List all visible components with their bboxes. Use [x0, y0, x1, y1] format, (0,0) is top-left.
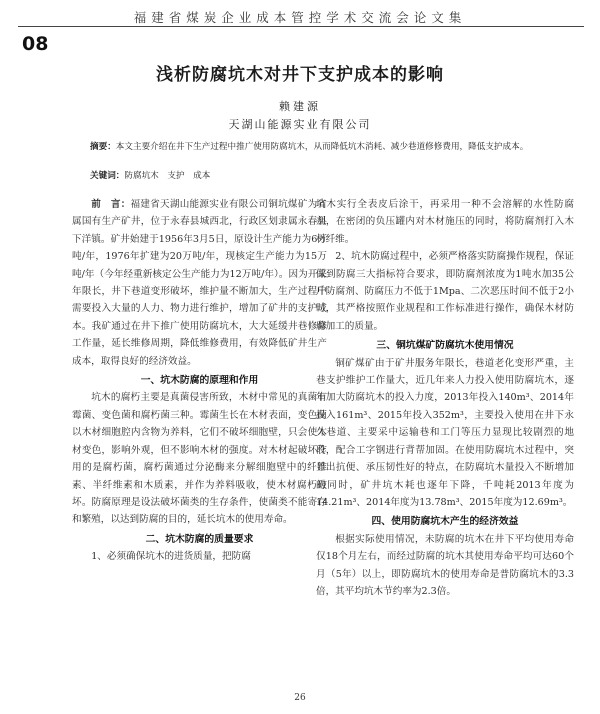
article-title: 浅析防腐坑木对井下支护成本的影响	[156, 65, 444, 85]
keywords	[90, 170, 530, 182]
section2-continued: 坑木实行全表皮后涂干，再采用一种不会溶解的水性防腐剂，在密闭的负压罐内对木材施压的同时，将防腐剂打入木材纤维。	[316, 199, 574, 245]
left-column	[72, 196, 327, 566]
page-number: 26	[294, 693, 306, 703]
intro-label: 前 言：	[91, 199, 131, 210]
intro-paragraph	[72, 196, 327, 370]
section4-paragraph: 根据实际使用情况，未防腐的坑木在井下平均使用寿命仅18个月左右，而经过防腐的坑木其使用寿命平均可达60个月（5年）以上，即防腐坑木的使用寿命是普防腐坑木的3.3倍，其平均坑木节约率为2.3倍。	[316, 533, 574, 597]
abstract	[90, 141, 530, 154]
section3-heading: 三、铜坑煤矿防腐坑木使用情况	[376, 340, 514, 352]
author: 赖建源	[279, 100, 321, 113]
article-number: 08	[22, 33, 49, 55]
section1-heading: 一、坑木防腐的原理和作用	[140, 375, 259, 387]
keywords-text: 防腐坑木 支护 成本	[124, 171, 211, 181]
affiliation: 天湖山能源实业有限公司	[228, 118, 372, 131]
abstract-text: 本文主要介绍在井下生产过程中推广使用防腐坑木，从而降低坑木消耗、减少巷道修修费用，降低支护成本。	[115, 142, 529, 152]
section1-paragraph: 坑木的腐朽主要是真菌侵害所致，木材中常见的真菌有霉菌、变色菌和腐朽菌三种。霉菌生长在木材表面，变色菌以木材细胞腔内含物为养料，它们不破坏细胞壁，只会使木材变色，影响外观，但不影响木材的强度。对木材起破坏作用的是腐朽菌，腐朽菌通过分泌酶来分解细胞壁中的纤维素、半纤维素和木质素，并作为养料吸收，使木材腐朽破坏。防腐原理是设法破坏菌类的生存条件，使菌类不能寄存和繁殖，以达到防腐的目的，延长坑木的使用寿命。	[72, 392, 327, 526]
right-column	[316, 196, 574, 600]
section2-heading: 二、坑木防腐的质量要求	[145, 533, 254, 545]
running-header: 福建省煤炭企业成本管控学术交流会论文集	[133, 10, 467, 25]
header-rule	[18, 26, 584, 27]
intro-text: 福建省天湖山能源实业有限公司铜坑煤矿为省属国有生产矿井，位于永春县城西北，行政区划隶属永春县下洋镇。矿井始建于1956年3月5日，原设计生产能力为6万吨/年，1976年扩建为20万吨/年，现核定生产能力为15万吨/年（今年经重新核定公生产能力为12万吨/年）。因为开采年限长，井下巷道变形破坏，维护量不断加大，生产过程中需要投入大量的人力、物力进行维护，增加了矿井的支护成本。我矿通过在井下推广使用防腐坑木，大大延缓井巷修修工作量，延长维修周期，降低维修费用，有效降低矿井生产成本，取得良好的经济效益。	[72, 199, 328, 367]
section2-point2: 2、坑木防腐过程中，必须严格落实防腐操作规程，保证做到防腐三大指标符合要求，即防腐剂浓度为1吨水加35公斤防腐剂、防腐压力不低于1Mpa、二次恶压时间不低于2小时，其严格按照作业规程和工作标准进行操作，确保木材防腐加工的质量。	[316, 251, 574, 332]
section2-paragraph: 1、必须确保坑木的进货质量，把防腐	[91, 551, 251, 563]
abstract-label: 摘要：	[90, 142, 116, 152]
section4-heading: 四、使用防腐坑木产生的经济效益	[371, 516, 519, 528]
section3-paragraph: 铜矿煤矿由于矿井服务年限长，巷道老化变形严重，主巷支护维护工作量大，近几年来人力投入使用防腐坑木，逐年加大防腐坑木的投入力度，2013年投入140m³、2014年投入161m³、2015年投入352m³，主要投入使用在井下永久巷道、主要采中运输巷和工门等压力显现比较剧烈的地段，配合工字钢进行背帮加固。在使用防腐坑木过程中，突显出抗便、承压韧性好的特点，在防腐坑木量投入不断增加的同时，矿井坑木耗也逐年下降，千吨耗2013年度为14.21m³、2014年度为13.78m³、2015年度为12.69m³。	[316, 357, 574, 508]
keywords-label: 关键词：	[90, 171, 125, 181]
